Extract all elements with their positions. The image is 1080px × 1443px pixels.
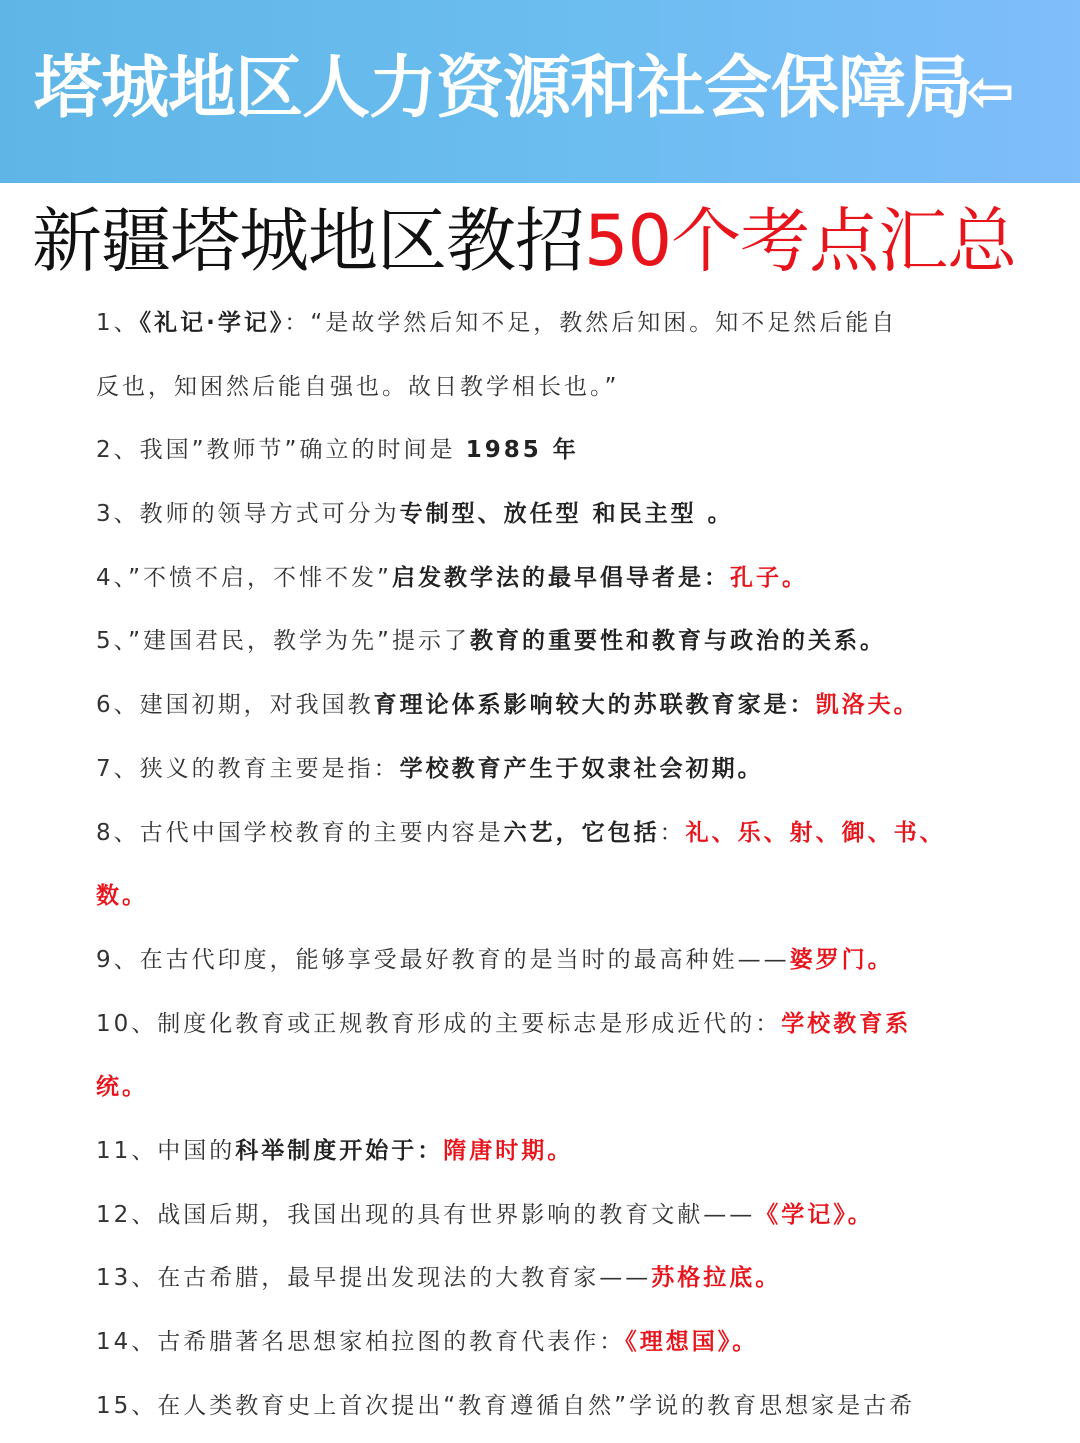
text-line xyxy=(96,1184,956,1248)
body-text: 4、”不愤不启，不悱不发” xyxy=(96,564,392,591)
text-line xyxy=(96,993,956,1057)
text-line xyxy=(96,1311,956,1375)
key-text: 科举制度开始于： xyxy=(235,1137,444,1164)
exam-points-list xyxy=(96,292,956,1438)
page-title-part2: 50个考点汇总 xyxy=(584,200,1017,282)
text-line xyxy=(96,419,956,483)
text-line xyxy=(96,802,956,866)
answer-text: 凯洛夫。 xyxy=(815,692,920,719)
key-text: 专制型、放任型 和民主型 。 xyxy=(399,501,734,528)
key-text: 育理论体系影响较大的苏联教育家是： xyxy=(373,692,816,719)
page-title xyxy=(32,196,1016,286)
text-line xyxy=(96,1375,956,1439)
text-line xyxy=(96,292,956,356)
body-text: ： xyxy=(659,819,686,846)
body-text: 5、”建国君民，教学为先”提示了 xyxy=(96,628,470,655)
text-line xyxy=(96,929,956,993)
answer-text: 婆罗门。 xyxy=(789,946,894,973)
answer-text: 统。 xyxy=(96,1074,148,1101)
body-text: 14、古希腊著名思想家柏拉图的教育代表作： xyxy=(96,1329,626,1355)
body-text: 15、在人类教育史上首次提出“教育遵循自然”学说的教育思想家是古希 xyxy=(96,1392,916,1419)
answer-text: 《学记》。 xyxy=(755,1201,874,1228)
text-line xyxy=(96,483,956,547)
answer-text: 礼、乐、射、御、书、 xyxy=(685,819,946,846)
text-line xyxy=(96,1120,956,1184)
body-text: 7、狭义的教育主要是指： xyxy=(96,755,400,782)
body-text: 6、建国初期，对我国教 xyxy=(96,692,374,719)
text-line xyxy=(96,674,956,738)
text-line xyxy=(96,738,956,802)
body-text: 2、我国”教师节”确立的时间是 xyxy=(96,437,466,464)
key-text: 教育的重要性和教育与政治的关系。 xyxy=(469,628,886,655)
answer-text: 学校教育系 xyxy=(781,1010,912,1037)
key-text: 《礼记·学记》 xyxy=(139,310,285,336)
body-text: 反也，知困然后能自强也。故日教学相长也。” xyxy=(96,373,620,400)
answer-text: 隋唐时期。 xyxy=(443,1137,574,1164)
body-text: 13、在古希腊，最早提出发现法的大教育家—— xyxy=(96,1265,652,1292)
answer-text: 苏格拉底。 xyxy=(651,1265,782,1292)
text-line xyxy=(96,547,956,611)
body-text: 10、制度化教育或正规教育形成的主要标志是形成近代的： xyxy=(96,1010,782,1037)
answer-text: 《理想国》。 xyxy=(625,1329,759,1355)
body-text: 3、教师的领导方式可分为 xyxy=(96,501,400,528)
body-text: 12、战国后期，我国出现的具有世界影响的教育文献—— xyxy=(96,1201,756,1228)
text-line xyxy=(96,1056,956,1120)
text-line xyxy=(96,865,956,929)
text-line xyxy=(96,610,956,674)
header-banner xyxy=(0,0,1080,183)
back-arrow-icon: ⇦ xyxy=(966,57,1015,125)
page-title-part1: 新疆塔城地区教招 xyxy=(32,200,584,282)
key-text: 学校教育产生于奴隶社会初期。 xyxy=(399,755,764,782)
body-text: 1、 xyxy=(96,310,140,336)
body-text: 9、在古代印度，能够享受最好教育的是当时的最高种姓—— xyxy=(96,946,790,973)
answer-text: 数。 xyxy=(96,883,148,910)
key-text: 1985 年 xyxy=(465,437,579,464)
body-text: 11、中国的 xyxy=(96,1137,236,1164)
body-text: ：“是故学然后知不足，教然后知困。知不足然后能自 xyxy=(284,310,898,336)
key-text: 六艺，它包括 xyxy=(503,819,660,846)
text-line xyxy=(96,1247,956,1311)
banner-title: 塔城地区人力资源和社会保障局 xyxy=(34,49,973,128)
text-line xyxy=(96,356,956,420)
key-text: 启发教学法的最早倡导者是： xyxy=(391,564,730,591)
answer-text: 孔子。 xyxy=(729,564,808,591)
body-text: 8、古代中国学校教育的主要内容是 xyxy=(96,819,504,846)
